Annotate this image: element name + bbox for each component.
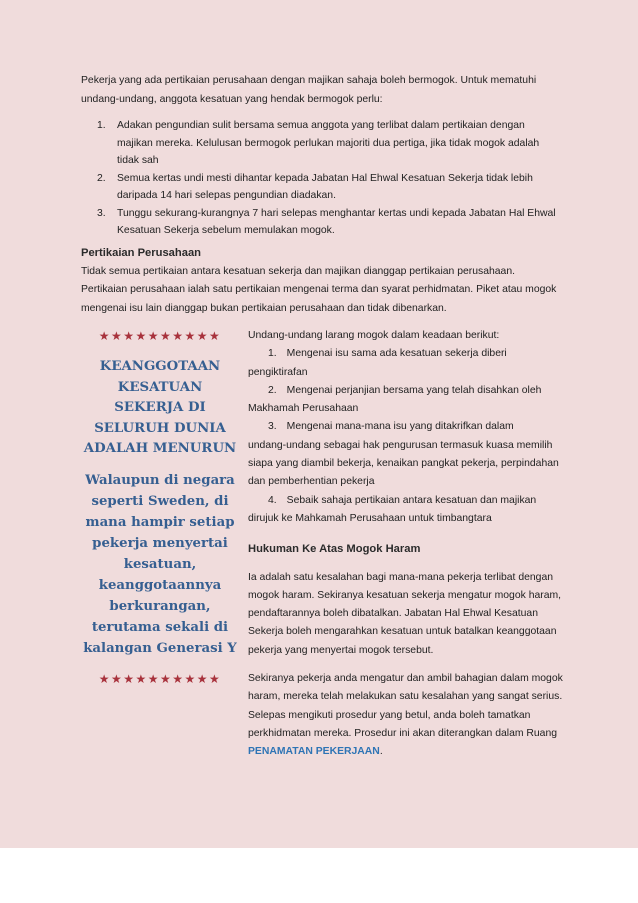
strike-steps-list xyxy=(81,117,563,240)
law-item xyxy=(248,345,564,363)
list-number: 2. xyxy=(97,172,106,184)
law-item xyxy=(248,382,564,400)
stars-decoration-top: ★★★★★★★★★★ xyxy=(98,329,222,343)
penalty-paragraph-text: Sekiranya pekerja anda mengatur dan ambil bahagian dalam mogok haram, mereka telah melakukan satu kesalahan yang sangat serius. Selepas mengikuti prosedur yang betul, anda boleh tamatkan perkhidmatan mereka. Prosedur ini akan diterangkan dalam Ruang xyxy=(248,673,563,739)
law-item-continuation: Makhamah Perusahaan xyxy=(248,403,359,415)
law-item-number: 4. xyxy=(268,494,277,506)
callout-body: Walaupun di negara seperti Sweden, di mana hampir setiap pekerja menyertai kesatuan, keanggotaannya berkurangan, terutama sekali di kalangan Generasi Y xyxy=(83,472,237,656)
list-text: Adakan pengundian sulit bersama semua anggota yang terlibat dalam pertikaian dengan majikan mereka. Kelulusan bermogok perlukan majoriti dua pertiga, jika tidak mogok adalah tidak sah xyxy=(117,120,540,166)
list-item xyxy=(97,117,563,170)
penalty-heading: Hukuman Ke Atas Mogok Haram xyxy=(248,543,421,556)
document-content xyxy=(81,72,563,758)
list-text: Semua kertas undi mesti dihantar kepada Jabatan Hal Ehwal Kesatuan Sekerja tidak lebih daripada 14 hari selepas pengundian diadakan. xyxy=(117,172,533,201)
law-item-text: Mengenai isu sama ada kesatuan sekerja diberi xyxy=(286,348,507,360)
penalty-paragraph: Ia adalah satu kesalahan bagi mana-mana pekerja terlibat dengan mogok haram. Sekiranya kesatuan sekerja mengatur mogok haram, pendaftarannya boleh dibatalkan. Jabatan Hal Ehwal Kesatuan Sekerja boleh mengarahkan kesatuan untuk batalkan keanggotaan pekerja yang menyertai mogok tersebut. xyxy=(248,571,562,656)
law-item-continuation: undang-undang sebagai hak pengurusan termasuk kuasa memilih siapa yang diambil bekerja, kenaikan pangkat pekerja, perpindahan dan pemberhentian pekerja xyxy=(248,439,559,488)
law-item-number: 3. xyxy=(268,421,277,433)
list-item xyxy=(97,205,563,240)
law-item-text: Sebaik sahaja pertikaian antara kesatuan dan majikan xyxy=(286,494,537,506)
penalty-paragraph-2 xyxy=(248,670,564,761)
law-item-number: 1. xyxy=(268,348,277,360)
law-item-text: Mengenai mana-mana isu yang ditakrifkan dalam xyxy=(286,421,514,433)
law-item xyxy=(248,492,564,510)
law-item-continuation: pengiktirafan xyxy=(248,366,308,378)
section-paragraph: Tidak semua pertikaian antara kesatuan sekerja dan majikan dianggap pertikaian perusahaan. Pertikaian perusahaan ialah satu pertikaian mengenai terma dan syarat perhidmatan. Piket atau mogok mengenai isu lain dianggap bukan pertikaian perusahaan dan tidak dibenarkan. xyxy=(81,265,557,314)
two-column-area xyxy=(81,327,563,758)
law-lead: Undang-undang larang mogok dalam keadaan berikut: xyxy=(248,330,500,341)
right-column xyxy=(248,327,564,762)
law-item-continuation: dirujuk ke Mahkamah Perusahaan untuk timbangtara xyxy=(248,512,492,524)
list-number: 3. xyxy=(97,207,106,219)
callout-box xyxy=(81,327,239,686)
termination-link[interactable]: PENAMATAN PEKERJAAN xyxy=(248,746,380,758)
sentence-end: . xyxy=(379,746,383,758)
intro-paragraph: Pekerja yang ada pertikaian perusahaan dengan majikan sahaja boleh bermogok. Untuk mematuhi undang-undang, anggota kesatuan yang hendak bermogok perlu: xyxy=(81,75,537,105)
law-item-text: Mengenai perjanjian bersama yang telah disahkan oleh xyxy=(286,384,542,396)
law-item xyxy=(248,418,564,436)
section-heading: Pertikaian Perusahaan xyxy=(81,246,202,259)
callout-title: KEANGGOTAAN KESATUAN SEKERJA DI SELURUH DUNIA ADALAH MENURUN xyxy=(83,359,237,456)
list-text: Tunggu sekurang-kurangnya 7 hari selepas menghantar kertas undi kepada Jabatan Hal Ehwal Kesatuan Sekerja sebelum memulakan mogok. xyxy=(117,207,556,236)
list-item xyxy=(97,170,563,205)
law-item-number: 2. xyxy=(268,384,277,396)
stars-decoration-bottom: ★★★★★★★★★★ xyxy=(98,671,222,686)
list-number: 1. xyxy=(97,120,106,131)
